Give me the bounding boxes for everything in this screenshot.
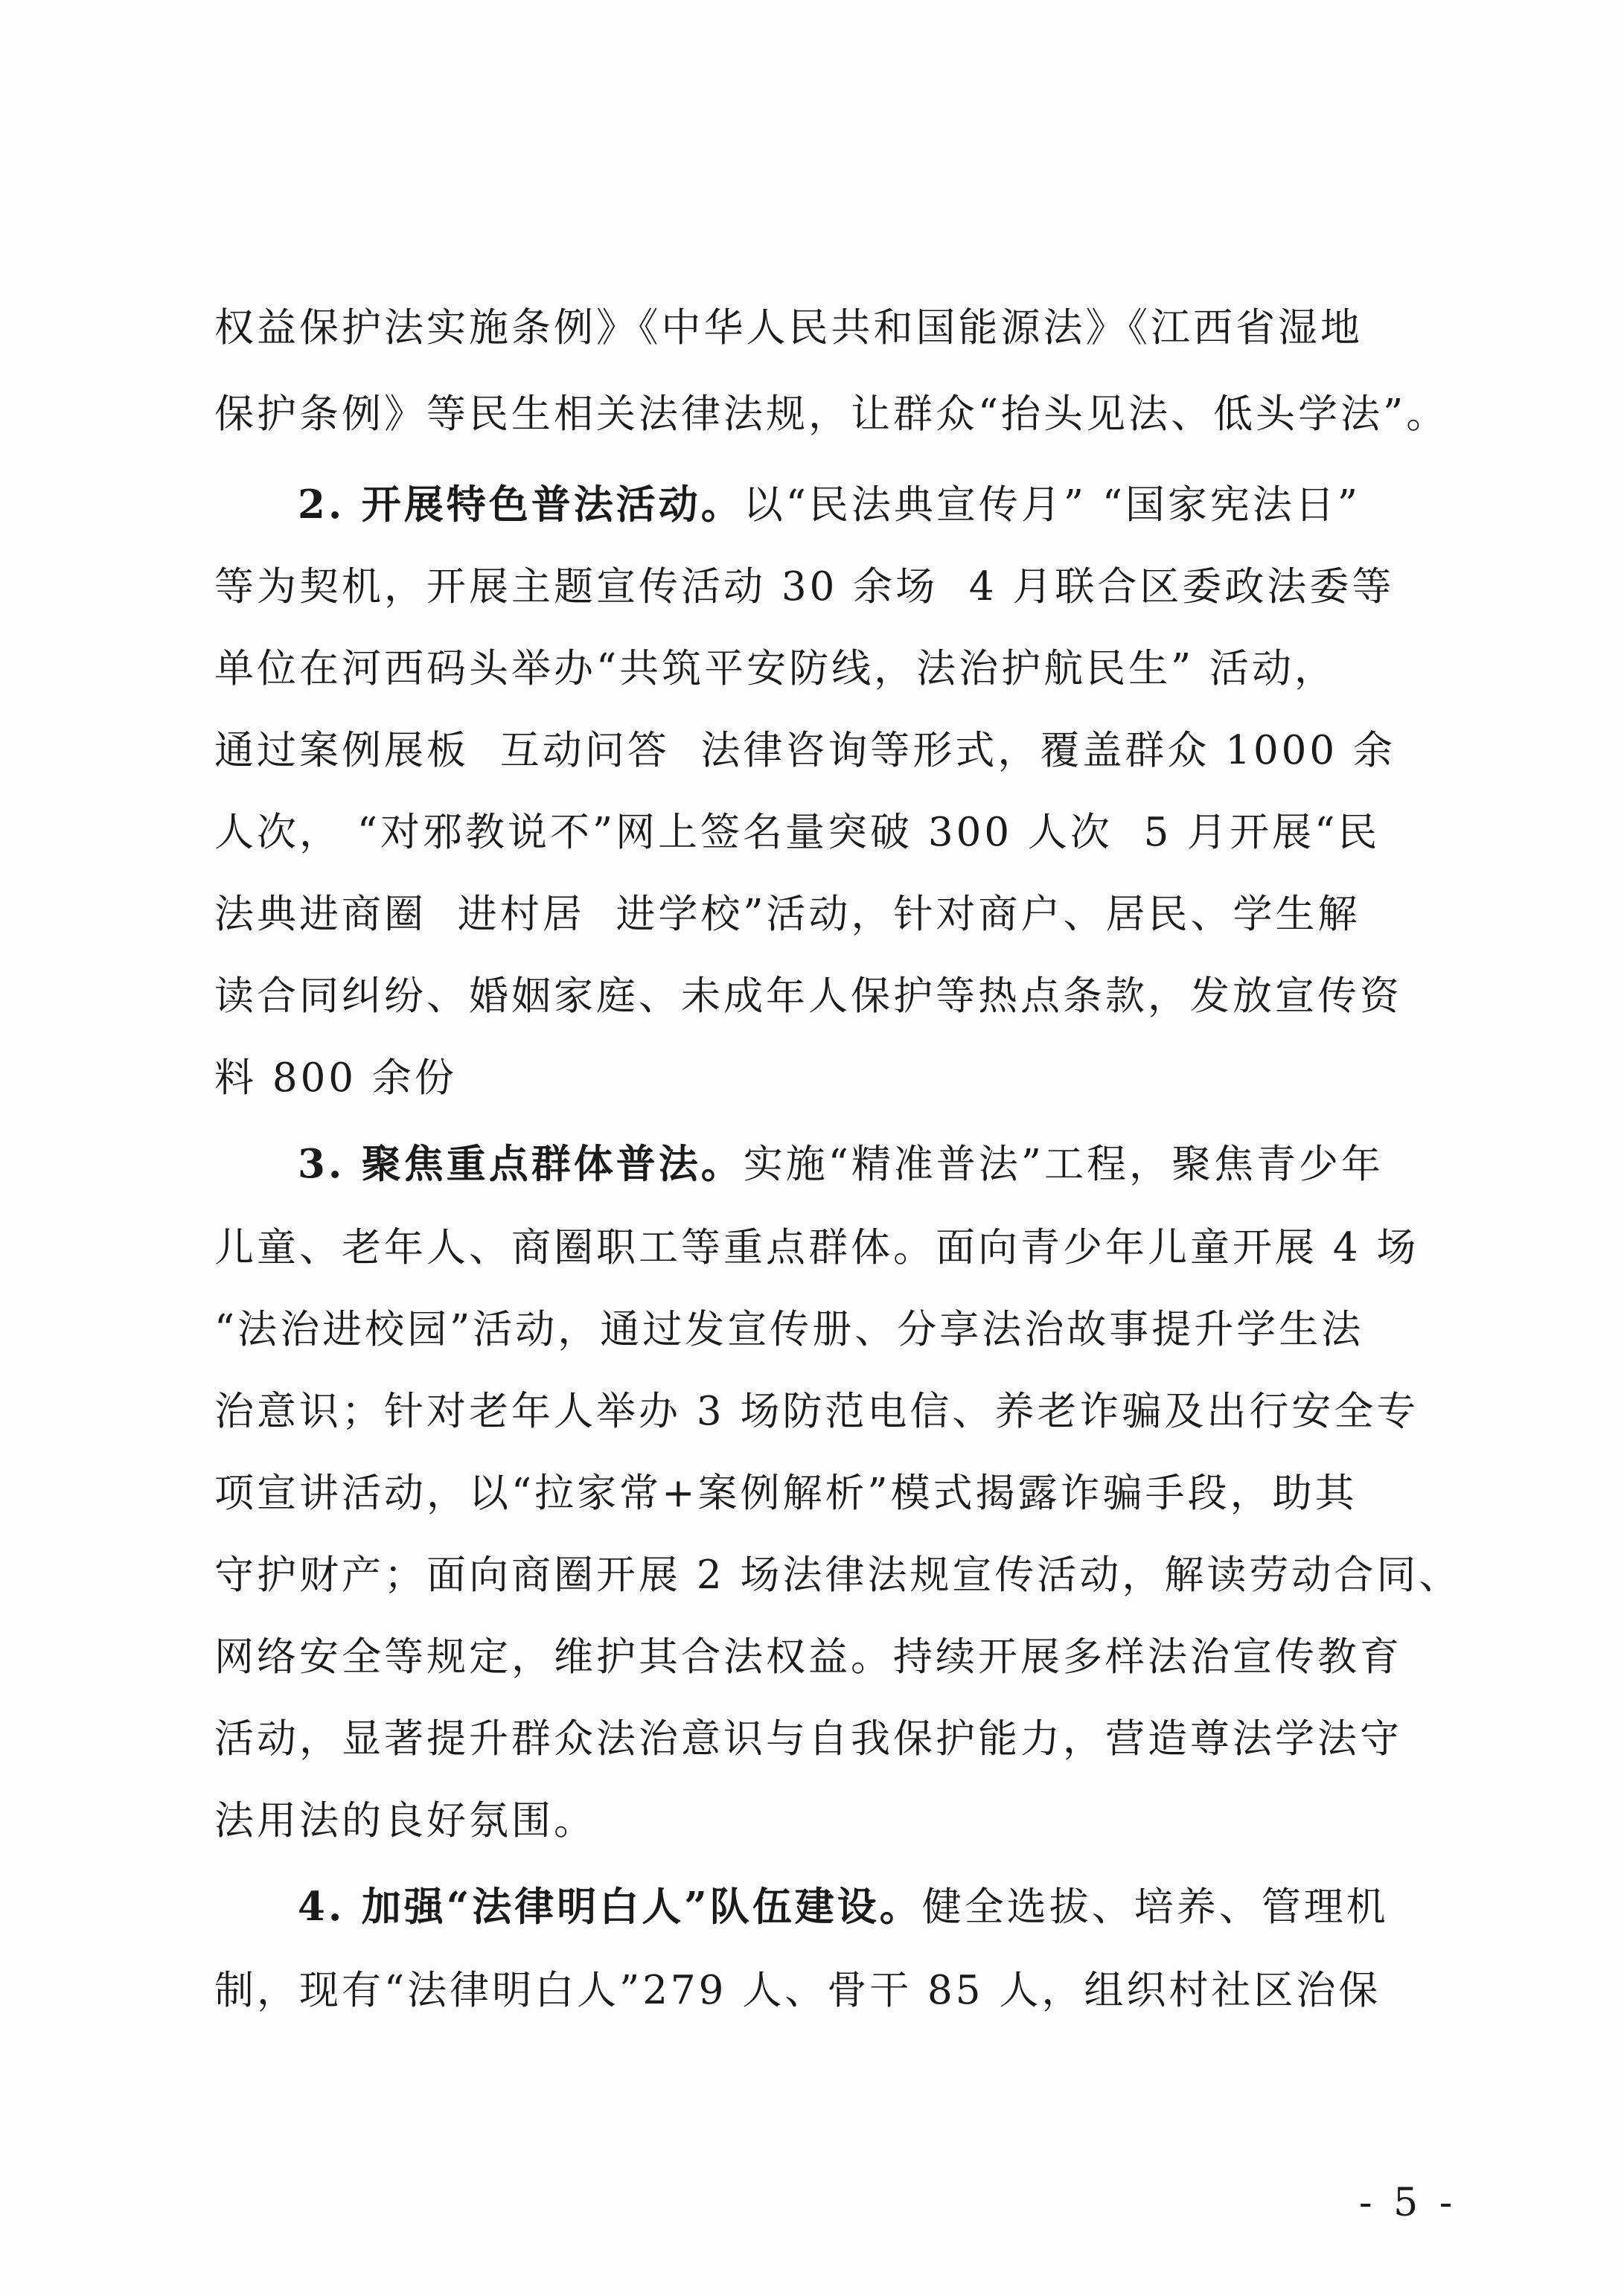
body-line: 通过案例展板 互动问答 法律咨询等形式，覆盖群众 1000 余 <box>214 728 1396 773</box>
section-heading-2: 2. 开展特色普法活动。 <box>298 482 744 528</box>
body-text: 以“民法典宣传月” “国家宪法日” <box>743 482 1361 528</box>
section-heading-3: 3. 聚焦重点群体普法。 <box>298 1141 744 1187</box>
body-line: 守护财产；面向商圈开展 2 场法律法规宣传活动，解读劳动合同、 <box>214 1552 1462 1598</box>
body-line: 等为契机，开展主题宣传活动 30 余场 4 月联合区委政法委等 <box>214 564 1395 610</box>
body-line: 人次， “对邪教说不”网上签名量突破 300 人次 5 月开展“民 <box>214 810 1381 855</box>
section-heading-4: 4. 加强“法律明白人”队伍建设。 <box>298 1884 922 1930</box>
body-line: 项宣讲活动，以“拉家常+案例解析”模式揭露诈骗手段，助其 <box>214 1471 1358 1516</box>
body-text: 健全选拔、培养、管理机 <box>921 1884 1389 1930</box>
paragraph-4-first-line <box>298 1884 1389 1930</box>
body-line: 读合同纠纷、婚姻家庭、未成年人保护等热点条款，发放宣传资 <box>214 973 1402 1019</box>
body-text: 实施“精准普法”工程，聚焦青少年 <box>743 1142 1384 1187</box>
body-line: 治意识；针对老年人举办 3 场防范电信、养老诈骗及出行安全专 <box>214 1389 1419 1434</box>
page-number: - 5 - <box>1359 2181 1457 2225</box>
body-line: 权益保护法实施条例》《中华人民共和国能源法》《江西省湿地 <box>214 305 1363 351</box>
paragraph-3-first-line <box>298 1141 1384 1187</box>
body-line: “法治进校园”活动，通过发宣传册、分享法治故事提升学生法 <box>214 1307 1364 1352</box>
body-line: 料 800 余份 <box>214 1055 457 1101</box>
body-line: 法典进商圈 进村居 进学校”活动，针对商户、居民、学生解 <box>214 892 1361 937</box>
body-line: 保护条例》等民生相关法律法规，让群众“抬头见法、低头学法”。 <box>214 391 1449 437</box>
body-line: 单位在河西码头举办“共筑平安防线，法治护航民生” 活动， <box>214 646 1337 691</box>
paragraph-2-first-line <box>298 482 1361 528</box>
body-line: 制，现有“法律明白人”279 人、骨干 85 人，组织村社区治保 <box>214 1968 1381 2013</box>
body-line: 活动，显著提升群众法治意识与自我保护能力，营造尊法学法守 <box>214 1716 1402 1762</box>
body-line: 儿童、老年人、商圈职工等重点群体。面向青少年儿童开展 4 场 <box>214 1225 1419 1270</box>
body-line: 网络安全等规定，维护其合法权益。持续开展多样法治宣传教育 <box>214 1634 1402 1680</box>
body-line: 法用法的良好氛围。 <box>214 1798 596 1843</box>
